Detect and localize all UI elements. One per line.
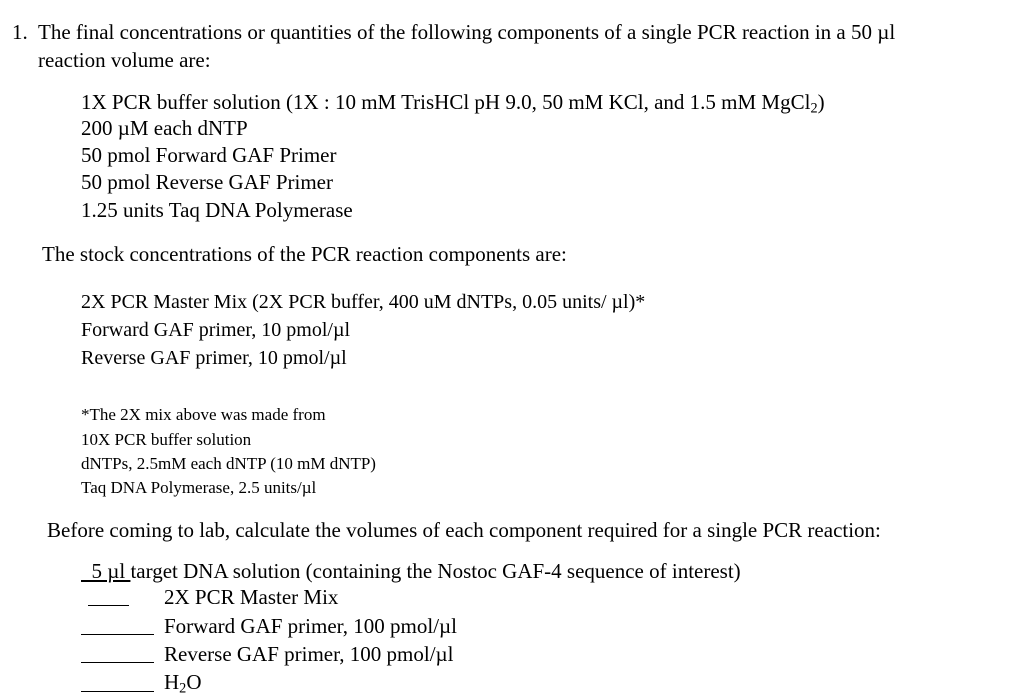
stock-component-master-mix: 2X PCR Master Mix (2X PCR buffer, 400 uM dNTPs, 0.05 units/ µl)* [81, 291, 646, 313]
answer-blank-water[interactable] [81, 691, 154, 692]
footnote-line-1: *The 2X mix above was made from [81, 405, 326, 424]
footnote-line-3: dNTPs, 2.5mM each dNTP (10 mM dNTP) [81, 454, 376, 473]
question-number: 1. [12, 20, 28, 44]
answer-blank-reverse-primer[interactable] [81, 662, 154, 663]
answer-label-master-mix: 2X PCR Master Mix [164, 585, 339, 609]
final-component-reverse-primer: 50 pmol Reverse GAF Primer [81, 170, 333, 194]
final-component-forward-primer: 50 pmol Forward GAF Primer [81, 143, 337, 167]
stock-component-reverse-primer: Reverse GAF primer, 10 pmol/µl [81, 347, 347, 369]
answer-blank-target-dna[interactable]: 5 µl [81, 559, 131, 583]
final-component-dntp: 200 µM each dNTP [81, 116, 248, 140]
stock-heading: The stock concentrations of the PCR reaction components are: [42, 242, 567, 266]
stock-component-forward-primer: Forward GAF primer, 10 pmol/µl [81, 319, 351, 341]
answer-label-reverse-primer: Reverse GAF primer, 100 pmol/µl [164, 642, 454, 666]
answer-blank-forward-primer[interactable] [81, 634, 154, 635]
final-component-buffer: 1X PCR buffer solution (1X : 10 mM TrisHCl pH 9.0, 50 mM KCl, and 1.5 mM MgCl$_2$) [81, 90, 825, 117]
footnote-line-2: 10X PCR buffer solution [81, 430, 252, 449]
answer-blank-master-mix[interactable] [88, 605, 129, 606]
calc-heading: Before coming to lab, calculate the volumes of each component required for a single PCR reaction: [47, 518, 881, 542]
footnote-line-4: Taq DNA Polymerase, 2.5 units/µl [81, 478, 317, 497]
final-component-taq: 1.25 units Taq DNA Polymerase [81, 198, 353, 222]
question-line-2: reaction volume are: [38, 48, 211, 72]
question-line-1: The final concentrations or quantities of the following components of a single PCR reaction in a 50 µl [38, 20, 896, 44]
answer-label-water: $H_2O$ [164, 670, 202, 697]
answer-label-forward-primer: Forward GAF primer, 100 pmol/µl [164, 614, 457, 638]
answer-row-target-dna: 5 µl target DNA solution (containing the Nostoc GAF-4 sequence of interest) [81, 559, 741, 583]
